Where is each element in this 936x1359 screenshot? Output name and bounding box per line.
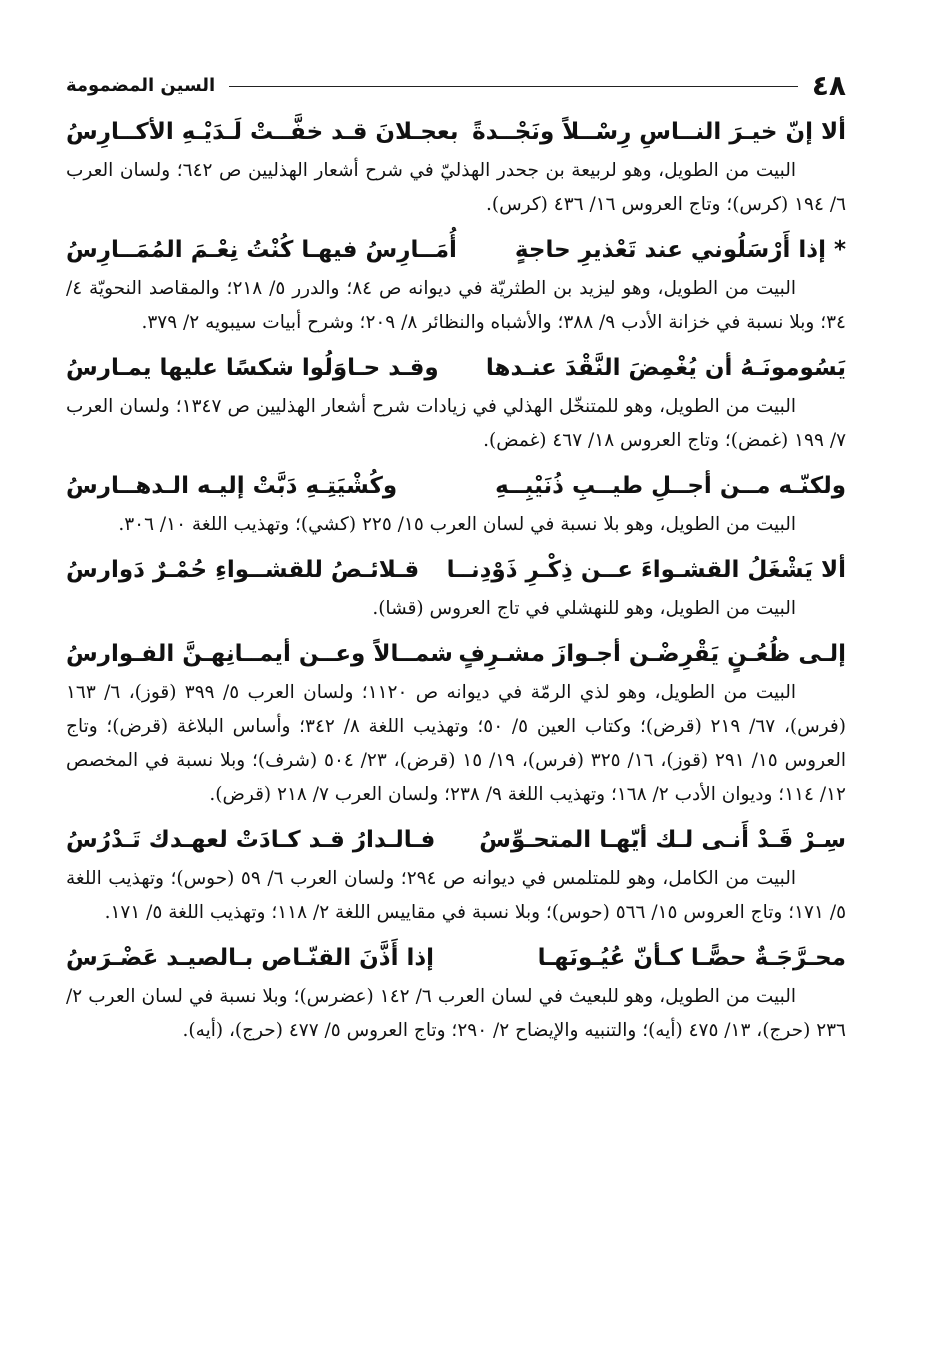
verse-commentary: البيت من الطويل، وهو ليزيد بن الطثريّة في ديوانه ص ٨٤؛ والدرر ٥/ ٢١٨؛ والمقاصد النحويّة ٤/ ٣٤؛ وبلا نسبة في خزانة الأدب ٩/ ٣٨٨؛ والأشباه والنظائر ٨/ ٢٠٩؛ وشرح أبيات سيبويه ٢/ ٣٧٩.	[66, 278, 846, 333]
first-hemistich: ألا إنّ خيـرَ النــاسِ رِسْــلاً ونَجْــدةً	[472, 119, 846, 145]
poetry-entry	[66, 548, 846, 626]
first-hemistich: ألا يَشْغَلُ القشـواءَ عــن ذِكْـرِ ذَوْدِنــا	[446, 557, 846, 583]
verse-line	[66, 346, 846, 390]
second-hemistich: أُمَــارِسُ فيهـا كُنْتُ نِعْـمَ المُمَــارِسُ	[66, 237, 457, 263]
second-hemistich: قـلائـصُ للقشــواءِ حُمْـرٌ دَوارسُ	[66, 557, 420, 583]
second-hemistich: بعجـلانَ قـد خفَّــتْ لَـدَيْـهِ الأكــارِسُ	[66, 119, 459, 145]
poetry-entry	[66, 936, 846, 1048]
verse-commentary: البيت من الطويل، وهو لربيعة بن جحدر الهذليّ في شرح أشعار الهذليين ص ٦٤٢؛ ولسان العرب ٦/ ١٩٤ (كرس)؛ وتاج العروس ١٦/ ٤٣٦ (كرس).	[66, 160, 846, 215]
section-title: السين المضمومة	[66, 75, 216, 96]
verse-commentary: البيت من الطويل، وهو للبعيث في لسان العرب ٦/ ١٤٢ (عضرس)؛ وبلا نسبة في لسان العرب ٢/ ٢٣٦ (حرج)، ١٣/ ٤٧٥ (أيه)؛ والتنبيه والإيضاح ٢/ ٢٩٠؛ وتاج العروس ٥/ ٤٧٧ (حرج)، (أيه).	[66, 986, 846, 1041]
verse-line	[66, 464, 846, 508]
second-hemistich: فـالـدارُ قـد كـادَتْ لعهـدك تَـدْرُسُ	[66, 827, 436, 853]
poetry-entry	[66, 464, 846, 542]
poetry-entry	[66, 632, 846, 812]
verse-commentary: البيت من الكامل، وهو للمتلمس في ديوانه ص ٢٩٤؛ ولسان العرب ٦/ ٥٩ (حوس)؛ وتهذيب اللغة ٥/ ١٧١؛ وتاج العروس ١٥/ ٥٦٦ (حوس)؛ وبلا نسبة في مقاييس اللغة ٢/ ١١٨؛ وتهذيب اللغة ٥/ ١٧١.	[66, 868, 846, 923]
second-hemistich: وكُشْيَتِـهِ دَبَّتْ إليـه الـدهــارسُ	[66, 473, 398, 499]
header-rule	[229, 86, 798, 87]
second-hemistich: شمــالاً وعــن أيمــانِهـنَّ الفـوارسُ	[66, 641, 453, 667]
verse-line	[66, 228, 846, 272]
verse-line	[66, 936, 846, 980]
verse-line	[66, 110, 846, 154]
poetry-entry	[66, 110, 846, 222]
verse-commentary: البيت من الطويل، وهو للمتنخّل الهذلي في زيادات شرح أشعار الهذليين ص ١٣٤٧؛ ولسان العرب ٧/ ١٩٩ (غمض)؛ وتاج العروس ١٨/ ٤٦٧ (غمض).	[66, 396, 846, 451]
poetry-entry	[66, 818, 846, 930]
verse-line	[66, 632, 846, 676]
book-page	[66, 68, 846, 1348]
first-hemistich: إلـى ظُعُـنٍ يَقْرِضْـن أجـوازَ مشـرِفٍ	[458, 641, 846, 667]
verse-line	[66, 548, 846, 592]
verse-line	[66, 818, 846, 862]
first-hemistich: ولكنّـه مــن أجــلِ طيــبِ ذُنَيْبِــهِ	[495, 473, 846, 499]
poetry-entry	[66, 228, 846, 340]
second-hemistich: وقـد حـاوَلُوا شكسًا عليها يمـارسُ	[66, 355, 439, 381]
verse-commentary: البيت من الطويل، وهو لذي الرمّة في ديوانه ص ١١٢٠؛ ولسان العرب ٥/ ٣٩٩ (قوز)، ٦/ ١٦٣ (فرس)، ٦٧/ ٢١٩ (قرض)؛ وكتاب العين ٥/ ٥٠؛ وتهذيب اللغة ٨/ ٣٤٢؛ وأساس البلاغة (قرض)؛ وتاج العروس ١٥/ ٢٩١ (قوز)، ١٦/ ٣٢٥ (فرس)، ١٩/ ١٥ (قرض)، ٢٣/ ٥٠٤ (شرف)؛ وبلا نسبة في المخصص ١٢/ ١١٤؛ وديوان الأدب ٢/ ١٦٨؛ وتهذيب اللغة ٩/ ٢٣٨؛ ولسان العرب ٧/ ٢١٨ (قرض).	[66, 682, 846, 805]
verse-commentary: البيت من الطويل، وهو للنهشلي في تاج العروس (قشا).	[372, 598, 796, 619]
first-hemistich: يَسُومونَـهُ أن يُغْمِضَ النَّقْدَ عنـدها	[485, 355, 846, 381]
second-hemistich: إذا أَذَّنَ القنّـاص بـالصيـد عَضْـرَسُ	[66, 945, 435, 971]
first-hemistich: محـرَّجَـةٌ حصًّـا كـأنّ عُيُـونَهـا	[537, 945, 846, 971]
verse-commentary: البيت من الطويل، وهو بلا نسبة في لسان العرب ١٥/ ٢٢٥ (كشي)؛ وتهذيب اللغة ١٠/ ٣٠٦.	[118, 514, 796, 535]
first-hemistich: سِـرْ قَـدْ أَنـى لـك أيّهـا المتحـوِّسُ	[479, 827, 846, 853]
page-number: ٤٨	[811, 69, 846, 102]
page-header	[66, 68, 846, 104]
first-hemistich: * إذا أَرْسَلُوني عند تَعْذيرِ حاجةٍ	[514, 237, 846, 263]
poetry-entry	[66, 346, 846, 458]
